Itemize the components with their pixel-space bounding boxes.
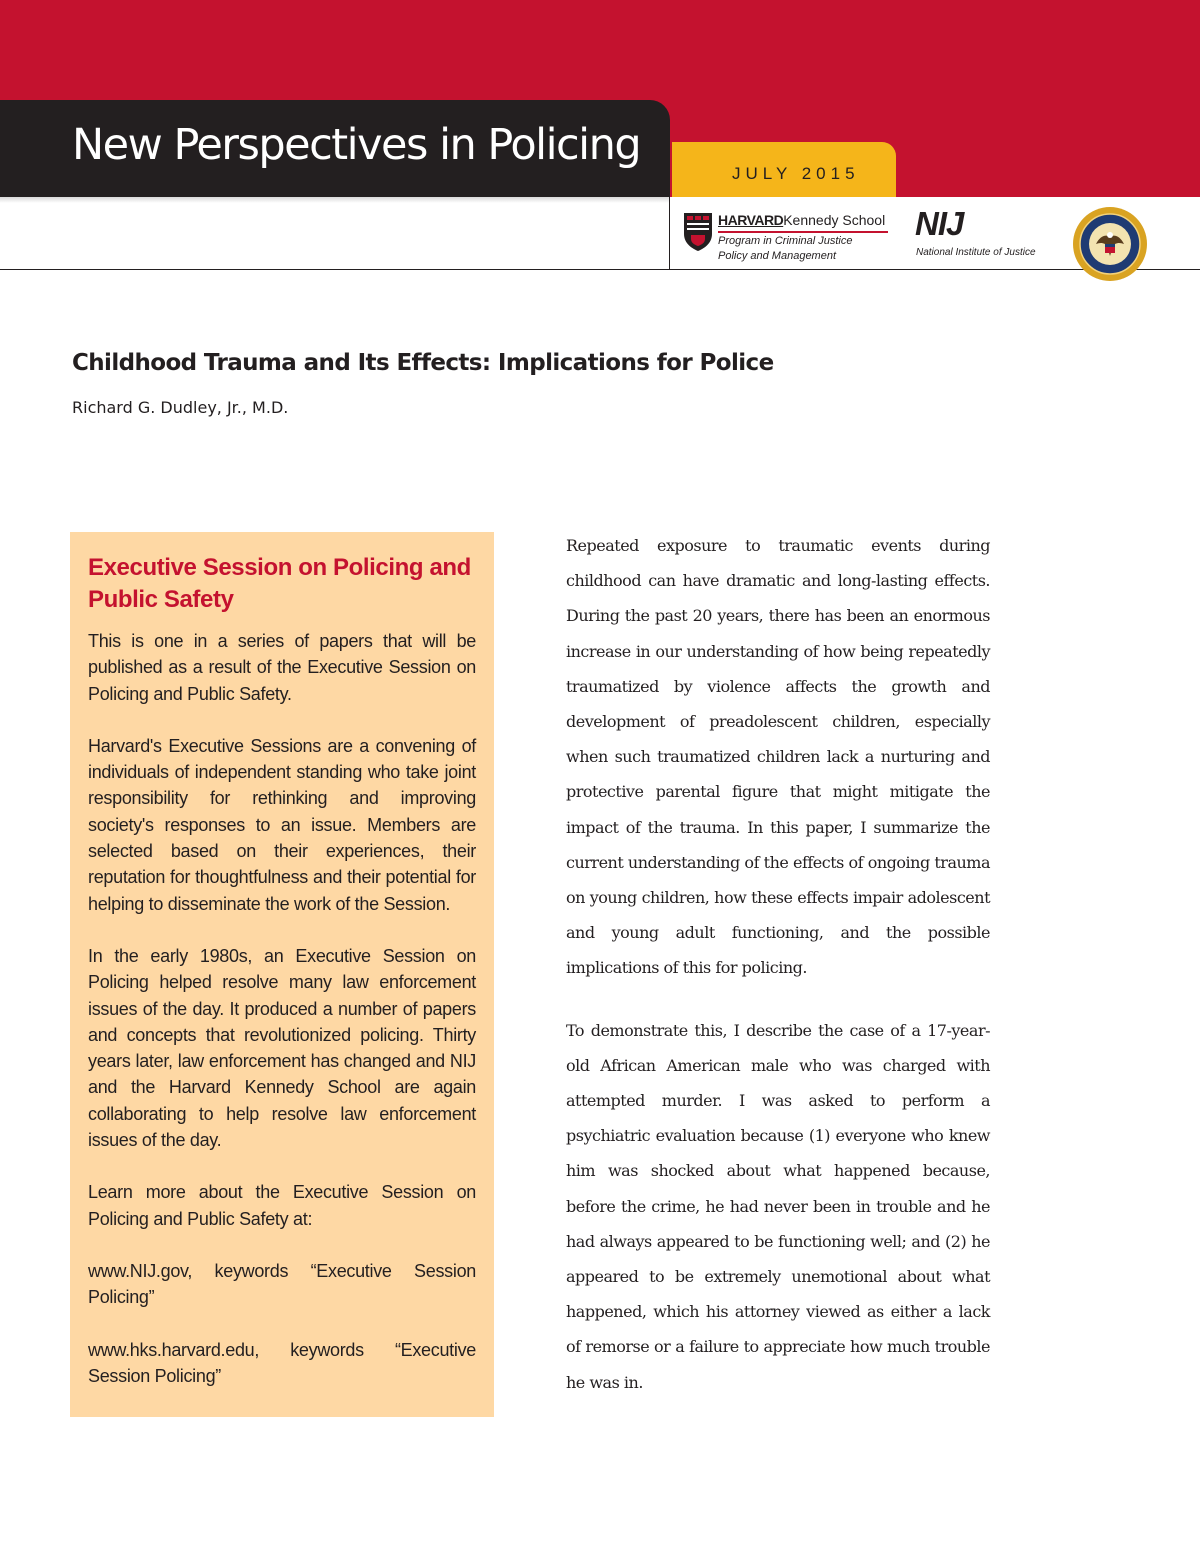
body-paragraph: To demonstrate this, I describe the case of a 17-year-old African American male who was charged with attempted murder. I was asked to perform a psychiatric evaluation because (1) everyone who knew him was shocked about what happened because, before the crime, he had never been in trouble and he had always appeared to be functioning well; and (2) he appeared to be extremely unemotional about what happened, which his attorney viewed as either a lack of remorse or a failure to appreciate how much trouble he was in. [566,1020,990,1392]
header-rule [0,269,1200,270]
series-title: New Perspectives in Policing [72,120,641,170]
nij-name: National Institute of Justice [916,247,1036,258]
sidebar-paragraph: Learn more about the Executive Session on Policing and Public Safety at: [88,1182,476,1229]
sidebar-link-hks: www.hks.harvard.edu, keywords “Executive Session Policing” [88,1339,476,1386]
issue-date: JULY 2015 [732,164,860,183]
executive-session-sidebar [70,532,494,1417]
title-bar-shadow [0,197,670,203]
nij-mark: NIJ [915,205,964,242]
sidebar-heading: Executive Session on Policing and Public Safety [88,554,471,613]
paper-title: Childhood Trauma and Its Effects: Implications for Police [72,350,774,376]
hks-logo [683,210,898,268]
hks-program-line1: Program in Criminal Justice [718,235,853,247]
body-column [566,528,990,1427]
sidebar-paragraph: Harvard's Executive Sessions are a convening of individuals of independent standing who take joint responsibility for rethinking and improving society's responses to an issue. Members are selected based on their experiences, their reputation for thoughtfulness and their potential for helping to disseminate the work of the Session. [88,735,476,914]
sidebar-link-nij: www.NIJ.gov, keywords “Executive Session Policing” [88,1260,476,1308]
nij-logo [915,205,1065,265]
hks-program [718,234,852,264]
hks-kennedy: Kennedy School [783,212,886,228]
hks-rule [718,231,888,233]
body-paragraph: Repeated exposure to traumatic events during childhood can have dramatic and long-lasting effects. During the past 20 years, there has been an enormous increase in our understanding of how being repeatedly traumatized by violence affects the growth and development of preadolescent children, especially when such traumatized children lack a nurturing and protective parental figure that might mitigate the impact of the trauma. In this paper, I summarize the current understanding of the effects of ongoing trauma on young children, how these effects impair adolescent and young adult functioning, and the possible implications of this for policing. [566,536,990,978]
header-divider [669,197,670,270]
hks-program-line2: Policy and Management [718,250,837,262]
hks-name [718,212,885,228]
harvard-shield-icon [683,212,713,252]
hks-harvard: HARVARD [718,212,784,228]
sidebar-paragraph: In the early 1980s, an Executive Session on Policing helped resolve many law enforcement issues of the day. It produced a number of papers and concepts that revolutionized policing. Thirty years later, law enforcement has changed and NIJ and the Harvard Kennedy School are again collaborating to help resolve law enforcement issues of the day. [88,945,476,1151]
doj-seal-icon [1072,206,1148,282]
sidebar-paragraph: This is one in a series of papers that will be published as a result of the Executive Session on Policing and Public Safety. [88,631,476,704]
author: Richard G. Dudley, Jr., M.D. [72,398,289,417]
